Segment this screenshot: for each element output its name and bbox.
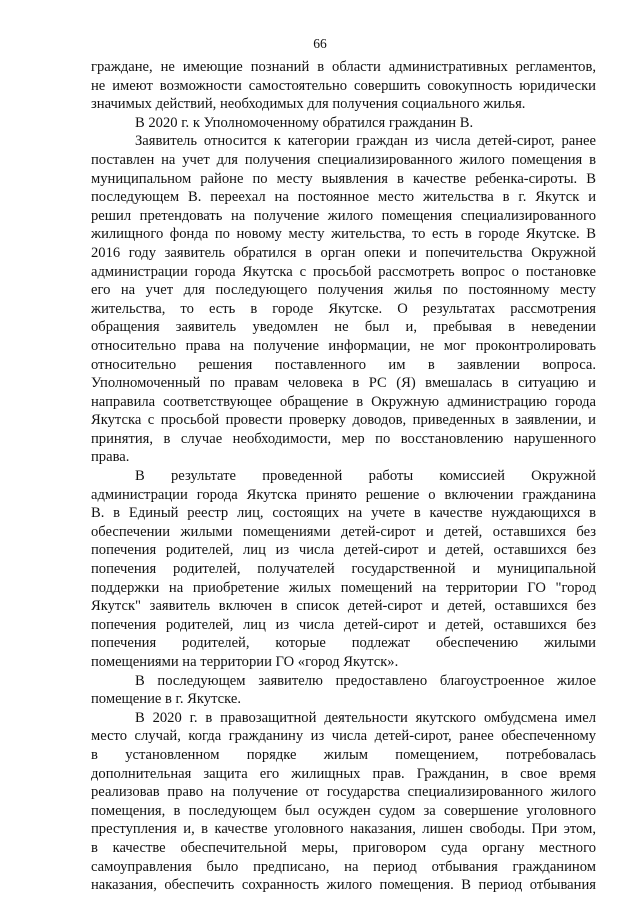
paragraph (91, 132, 596, 467)
text-line: попечения родителей, лиц из числа детей-сирот и детей, оставшихся без (91, 542, 596, 559)
text-line: поставлен на учет для получения специализированного жилого помещения в (91, 151, 596, 168)
paragraph (91, 114, 596, 133)
text-line: место случай, когда гражданину из числа детей-сирот, ранее обеспеченному (91, 728, 596, 745)
text-line: администрации города Якутска с просьбой рассмотреть вопрос о постановке (91, 263, 596, 280)
text-line: В. в Единый реестр лиц, состоящих на учете в качестве нуждающихся в (91, 505, 596, 522)
text-line: попечения родителей, которые подлежат обеспечению жилыми (91, 635, 596, 652)
text-line: его на учет для последующего получения жилья по постоянному месту (91, 282, 596, 299)
text-line: В 2020 г. в правозащитной деятельности якутского омбудсмена имел (135, 709, 596, 726)
text-line: обеспечении жилыми помещениями детей-сирот и детей, оставшихся без (91, 523, 596, 540)
text-line: жительства, то есть в городе Якутске. О результатах рассмотрения (91, 300, 596, 317)
text-line: Уполномоченный по правам человека в РС (Я) вмешалась в ситуацию и (91, 375, 596, 392)
text-line: помещениями на территории ГО «город Якутск». (91, 654, 399, 670)
text-line: значимых действий, необходимых для получения социального жилья. (91, 96, 526, 113)
text-line: в качестве обеспечительной меры, приговором суда органу местного (91, 839, 596, 856)
text-line: принятия, в случае необходимости, мер по восстановлению нарушенного (91, 430, 596, 447)
text-line: самоуправления было предписано, на период отбывания гражданином (91, 858, 596, 875)
paragraph (91, 58, 596, 114)
text-line: реализовав право на получение от государства специализированного жилого (91, 784, 596, 801)
text-line: наказания, обеспечить сохранность жилого помещения. В период отбывания (91, 877, 596, 894)
text-line: не имеют возможности самостоятельно совершить совокупность юридически (91, 77, 596, 94)
paragraph (91, 672, 596, 709)
text-line: последующем В. переехал на постоянное место жительства в г. Якутск и (91, 189, 596, 206)
page-number: 66 (313, 36, 327, 51)
paragraph (91, 467, 596, 672)
text-line: дополнительная защита его жилищных прав. Гражданин, в свое время (91, 765, 596, 782)
text-line: муниципальном районе по месту выявления в качестве ребенка-сироты. В (91, 170, 596, 187)
document-body (91, 58, 596, 895)
text-line: направила соответствующее обращение в Окружную администрацию города (91, 393, 596, 410)
text-line: решил претендовать на получение жилого помещения специализированного (91, 207, 596, 224)
text-line: Заявитель относится к категории граждан из числа детей-сирот, ранее (135, 133, 596, 150)
text-line: 2016 году заявитель обратился в орган опеки и попечительства Окружной (91, 244, 596, 261)
text-line: поддержки на приобретение жилых помещений на территории ГО "город (91, 579, 596, 596)
text-line: попечения родителей, получателей государственной и муниципальной (91, 561, 596, 578)
text-line: обращения заявитель уведомлен не был и, пребывая в неведении (91, 319, 596, 336)
text-line: В последующем заявителю предоставлено благоустроенное жилое (135, 672, 596, 689)
text-line: администрации города Якутска принято решение о включении гражданина (91, 486, 596, 503)
text-line: Якутск" заявитель включен в список детей-сирот и детей, оставшихся без (91, 598, 596, 615)
text-line: преступления и, в качестве уголовного наказания, лишен свободы. При этом, (91, 821, 596, 838)
text-line: В 2020 г. к Уполномоченному обратился гражданин В. (135, 114, 474, 131)
text-line: помещения, в последующем был осужден судом за совершение уголовного (91, 802, 596, 819)
text-line: относительно права на получение информации, не мог проконтролировать (91, 337, 596, 354)
text-line: Якутска с просьбой провести проверку доводов, приведенных в заявлении, и (91, 412, 596, 429)
text-line: граждане, не имеющие познаний в области административных регламентов, (91, 59, 596, 75)
text-line: права. (91, 449, 130, 466)
text-line: В результате проведенной работы комиссией Окружной (135, 468, 596, 485)
text-line: жилищного фонда по новому месту жительства, то есть в городе Якутске. В (91, 226, 596, 243)
text-line: попечения родителей, лиц из числа детей-сирот и детей, оставшихся без (91, 616, 596, 633)
text-line: относительно решения поставленного им в заявлении вопроса. (91, 356, 596, 373)
text-line: помещение в г. Якутске. (91, 691, 241, 708)
text-line: в установленном порядке жилым помещением, потребовалась (91, 746, 596, 763)
paragraph (91, 709, 596, 895)
